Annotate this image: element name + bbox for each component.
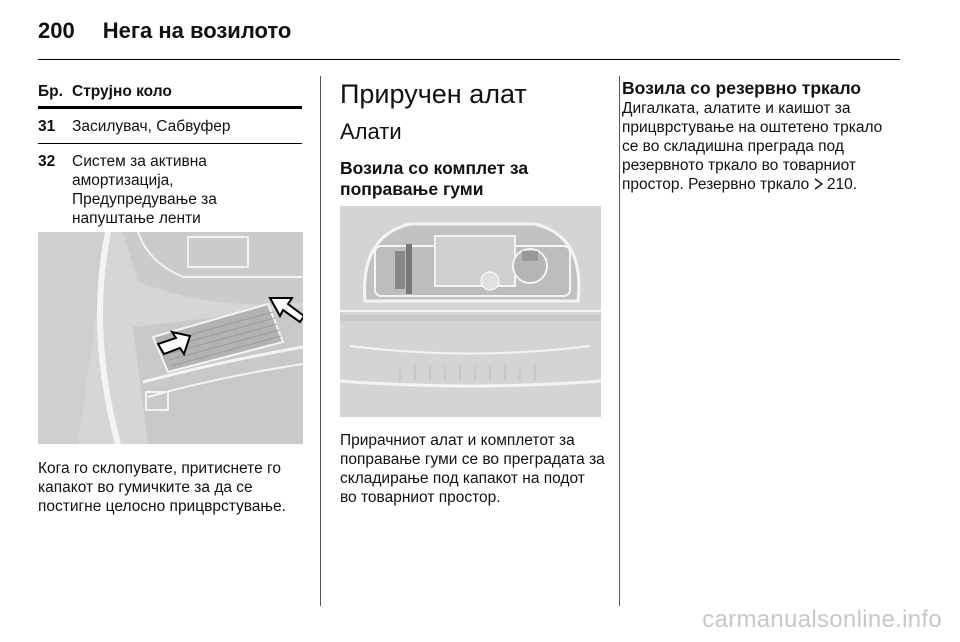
figure-caption: Кога го склопувате, притиснете го капакот во гумичките за да се постигне целосно прицврстување. (38, 460, 286, 515)
column-divider (619, 76, 620, 606)
row-number: 31 (38, 118, 56, 135)
floor-cover-drawing (38, 232, 303, 444)
tools-section (340, 78, 602, 200)
tool-kit-drawing (340, 206, 601, 417)
table-row (38, 144, 302, 235)
header-rule (38, 59, 900, 60)
row-number: 32 (38, 153, 56, 170)
col-circuit-header: Струјно коло (72, 83, 172, 100)
kit-text: Прирачниот алат и комплетот за поправање гуми се во преградата за складирање под капакот на подот во товарниот простор. (340, 432, 605, 506)
spare-text (622, 99, 902, 195)
page-reference-link[interactable]: 210. (826, 176, 858, 193)
page-header (38, 18, 291, 44)
fuse-table (38, 82, 302, 235)
kit-heading: Возила со комплет за поправање гуми (340, 158, 529, 199)
row-text: Засилувач, Сабвуфер (72, 118, 231, 135)
floor-cover-illustration (38, 232, 303, 444)
tool-kit-illustration (340, 206, 601, 417)
spare-wheel-section (622, 78, 902, 195)
page-title: Нега на возилото (102, 18, 292, 43)
table-header (38, 82, 302, 109)
watermark: carmanualsonline.info (702, 606, 942, 633)
column-divider (320, 76, 321, 606)
arrow-ref-icon (814, 176, 823, 195)
section-subtitle: Алати (340, 119, 402, 144)
row-text: Систем за активна амортизација, Предупредување за напуштање ленти (72, 153, 217, 227)
spare-text-body: Дигалката, алатите и каишот за прицврстување на оштетено тркало се во складишна преграда под резервното тркало во товарниот простор. Резервно тркало (622, 100, 883, 193)
page-number: 200 (38, 18, 75, 43)
spare-heading: Возила со резервно тркало (622, 78, 862, 98)
col-number-header: Бр. (38, 83, 63, 100)
section-title: Приручен алат (340, 79, 527, 109)
table-row (38, 109, 302, 144)
